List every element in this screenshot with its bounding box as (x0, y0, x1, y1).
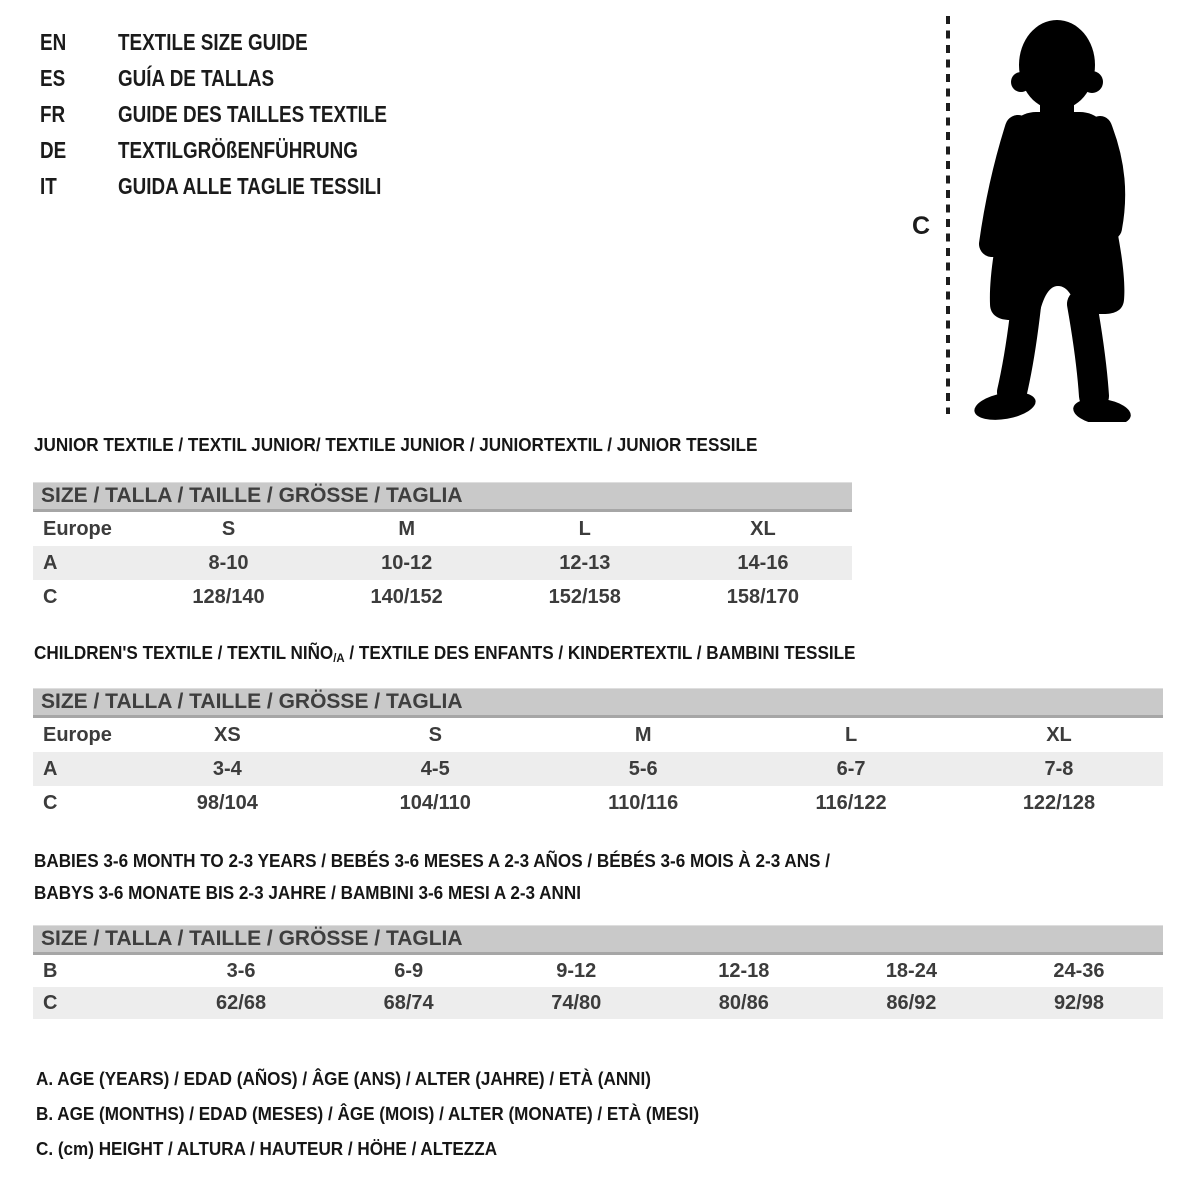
cell: M (398, 517, 415, 540)
cell: 104/110 (399, 791, 471, 814)
cell: L (578, 517, 591, 540)
children-size-table (33, 688, 1163, 820)
cell: S (428, 723, 442, 746)
size-header-label: SIZE / TALLA / TAILLE / GRÖSSE / TAGLIA (41, 690, 463, 713)
row-label: B (43, 959, 58, 982)
row-label: C (43, 585, 58, 608)
cell: L (844, 723, 858, 746)
toddler-silhouette-icon (962, 16, 1146, 422)
cell: 158/170 (726, 585, 800, 608)
cell: 6-9 (394, 959, 424, 982)
babies-section-title-line1: BABIES 3-6 MONTH TO 2-3 YEARS / BEBÉS 3-6 MESES A 2-3 AÑOS / BÉBÉS 3-6 MOIS À 2-3 ANS / (34, 851, 830, 871)
language-row (40, 132, 446, 168)
height-measure-label: C (912, 212, 931, 240)
junior-section-title: JUNIOR TEXTILE / TEXTIL JUNIOR/ TEXTILE JUNIOR / JUNIORTEXTIL / JUNIOR TESSILE (34, 435, 758, 455)
language-row (40, 168, 446, 204)
cell: 8-10 (208, 551, 249, 574)
cell: 62/68 (216, 991, 267, 1014)
cell: 122/128 (1022, 791, 1096, 814)
table-row (33, 987, 1163, 1019)
cell: XL (750, 517, 776, 540)
cell: 3-6 (226, 959, 256, 982)
table-row (33, 546, 852, 580)
cell: 12-13 (559, 551, 611, 574)
cell: 18-24 (885, 959, 937, 982)
table-row (33, 580, 852, 614)
language-label: TEXTILE SIZE GUIDE (118, 28, 308, 55)
cell: 7-8 (1044, 757, 1074, 780)
cell: M (634, 723, 652, 746)
cell: 128/140 (192, 585, 265, 608)
cell: 24-36 (1053, 959, 1105, 982)
children-title-sub: /A (333, 651, 345, 665)
language-code: IT (40, 172, 57, 199)
language-code: EN (40, 28, 67, 55)
junior-size-table (33, 482, 852, 614)
language-list (40, 24, 446, 204)
cell: 3-4 (212, 757, 242, 780)
cell: 152/158 (548, 585, 621, 608)
note-height-cm: C. (cm) HEIGHT / ALTURA / HAUTEUR / HÖHE / ALTEZZA (36, 1139, 498, 1159)
table-row (33, 752, 1163, 786)
cell: 4-5 (420, 757, 450, 780)
row-label: C (43, 791, 58, 814)
cell: 12-18 (718, 959, 770, 982)
size-header-label: SIZE / TALLA / TAILLE / GRÖSSE / TAGLIA (41, 484, 463, 507)
size-header-label: SIZE / TALLA / TAILLE / GRÖSSE / TAGLIA (41, 927, 463, 950)
children-section-title (34, 643, 855, 665)
table-row (33, 718, 1163, 752)
row-label: A (43, 757, 58, 780)
language-label: GUÍA DE TALLAS (118, 64, 275, 91)
note-age-months: B. AGE (MONTHS) / EDAD (MESES) / ÂGE (MOIS) / ALTER (MONATE) / ETÀ (MESI) (36, 1104, 700, 1124)
children-title-pre: CHILDREN'S TEXTILE / TEXTIL NIÑO (34, 643, 334, 663)
language-code: FR (40, 100, 66, 127)
size-header-bar (33, 925, 1163, 955)
language-label: GUIDE DES TAILLES TEXTILE (118, 100, 387, 127)
cell: S (221, 517, 236, 540)
children-title-post: / TEXTILE DES ENFANTS / KINDERTEXTIL / BAMBINI TESSILE (344, 643, 856, 663)
cell: 9-12 (556, 959, 597, 982)
cell: XS (214, 723, 241, 746)
cell: 10-12 (381, 551, 433, 574)
cell: 5-6 (628, 757, 658, 780)
cell: 92/98 (1053, 991, 1104, 1014)
cell: 98/104 (196, 791, 258, 814)
language-row (40, 60, 446, 96)
cell: 116/122 (815, 791, 887, 814)
language-label: GUIDA ALLE TAGLIE TESSILI (118, 172, 382, 199)
row-label: C (43, 991, 58, 1014)
row-label: Europe (43, 517, 112, 540)
cell: 110/116 (608, 791, 679, 814)
cell: 6-7 (836, 757, 866, 780)
cell: 74/80 (551, 991, 602, 1014)
language-code: ES (40, 64, 66, 91)
language-row (40, 96, 446, 132)
cell: XL (1046, 723, 1072, 746)
size-header-bar (33, 688, 1163, 718)
babies-size-table (33, 925, 1163, 1019)
note-age-years: A. AGE (YEARS) / EDAD (AÑOS) / ÂGE (ANS) / ALTER (JAHRE) / ETÀ (ANNI) (36, 1069, 651, 1089)
cell: 80/86 (718, 991, 769, 1014)
babies-section-title-line2: BABYS 3-6 MONATE BIS 2-3 JAHRE / BAMBINI 3-6 MESI A 2-3 ANNI (34, 883, 581, 903)
cell: 140/152 (370, 585, 443, 608)
language-code: DE (40, 136, 67, 163)
row-label: Europe (43, 723, 112, 746)
table-row (33, 512, 852, 546)
cell: 86/92 (886, 991, 937, 1014)
cell: 68/74 (383, 991, 434, 1014)
cell: 14-16 (737, 551, 789, 574)
size-header-bar (33, 482, 852, 512)
language-label: TEXTILGRÖßENFÜHRUNG (118, 136, 358, 163)
language-row (40, 24, 446, 60)
table-row (33, 955, 1163, 987)
dashed-height-line-icon (946, 14, 950, 416)
table-row (33, 786, 1163, 820)
row-label: A (43, 551, 58, 574)
